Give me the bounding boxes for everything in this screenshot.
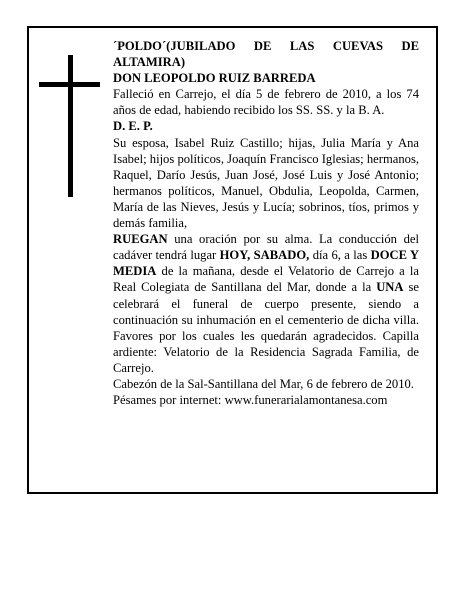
cross-vertical-bar (68, 55, 73, 197)
funeral-text: se celebrará el funeral de cuerpo presente, siendo a continuación su inhumación en el cementerio de dicha villa. Favores por los cuales les quedarán agradecidos. Capilla ardiente: Velatorio de la Residencia Sagrada Familia, de Carrejo. (113, 280, 420, 375)
ruegan-text: una oración por su alma. La conducción del cadáver tendrá lugar (113, 232, 419, 263)
dep-line: D. E. P. (113, 119, 153, 134)
death-paragraph: Falleció en Carrejo, el día 5 de febrero de 2010, a los 74 años de edad, habiendo recibido los SS. SS. y la B. A. (113, 87, 419, 118)
dia-text: día 6, a las (309, 248, 371, 263)
cross-horizontal-bar (39, 82, 100, 87)
hoy-sabado: HOY, SABADO, (219, 248, 310, 263)
family-paragraph: Su esposa, Isabel Ruiz Castillo; hijas, Julia María y Ana Isabel; hijos políticos, Joaquín Francisco Iglesias; hermanos, Raquel, Darío Jesús, Juan José, José Luis y José Antonio; hermanos políticos, Manuel, Obdulia, Leopolda, Carmen, María de las Nieves, Jesús y Lucía; sobrinos, tíos, primos y demás familia, (113, 135, 419, 231)
deceased-name: DON LEOPOLDO RUIZ BARREDA (113, 71, 316, 86)
obituary-text (113, 38, 419, 408)
condolences-line: Pésames por internet: www.funerarialamontanesa.com (113, 393, 388, 408)
manana-text: de la mañana, desde el Velatorio de Carrejo a la Real Colegiata de Santillana del Mar, donde a la (113, 264, 419, 295)
una-word: UNA (376, 280, 404, 295)
place-date: Cabezón de la Sal-Santillana del Mar, 6 de febrero de 2010. (113, 376, 414, 391)
nickname-heading: ´POLDO´(JUBILADO DE LAS CUEVAS DE ALTAMIRA) (113, 39, 419, 70)
ruegan-word: RUEGAN (113, 232, 168, 247)
ceremony-paragraph (113, 231, 419, 376)
doce-y-media: DOCE Y MEDIA (113, 248, 419, 279)
